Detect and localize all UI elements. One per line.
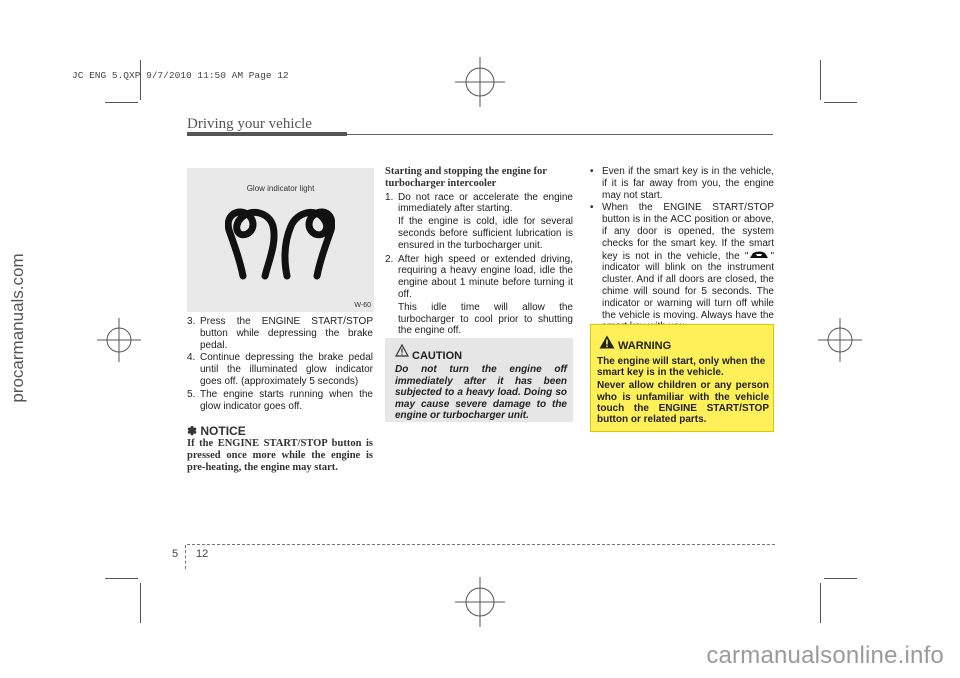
registration-mark-bottom (455, 577, 505, 627)
warning-box (590, 324, 774, 432)
list-item: 2. After high speed or extended driving, requiring a heavy engine load, idle the engine about 1 minute before turning it off. (385, 253, 573, 300)
crop-mark (105, 102, 138, 103)
notice-text: If the ENGINE START/STOP button is pressed once more while the engine is pre-heating, the engine may start. (187, 438, 373, 473)
registration-mark-top (455, 57, 505, 107)
footer-rule (187, 544, 775, 545)
step-list (385, 192, 573, 216)
caution-text: Do not turn the engine off immediately after it has been subjected to a heavy load. Doing so may cause severe damage to the engine or turbocharger unit. (395, 364, 567, 422)
step-note: This idle time will allow the turbocharger to cool prior to shutting the engine off. (398, 301, 573, 337)
glow-indicator-figure (187, 168, 374, 312)
list-item: • Even if the smart key is in the vehicle, if it is far away from you, the engine may not start. (590, 166, 774, 201)
smart-key-icon (748, 250, 770, 260)
registration-mark-right (818, 318, 862, 362)
figure-code: W-60 (354, 302, 371, 309)
list-item: 3. Press the ENGINE START/STOP button while depressing the brake pedal. (187, 316, 373, 351)
crop-mark (820, 583, 821, 623)
step-note: If the engine is cold, idle for several seconds before sufficient lubrication is ensured in the turbocharger unit. (398, 216, 573, 251)
section-title: Driving your vehicle (187, 116, 312, 132)
side-watermark: procarmanuals.com (8, 253, 27, 403)
notice-title: ✽ NOTICE (187, 424, 246, 439)
registration-mark-left (97, 318, 141, 362)
chapter-number: 5 (172, 548, 179, 560)
caution-triangle-icon (395, 344, 409, 357)
column-3 (590, 166, 774, 333)
subsection-heading: Starting and stopping the engine for turbocharger intercooler (385, 166, 547, 189)
footer-divider (185, 545, 186, 569)
warning-text: The engine will start, only when the smart key is in the vehicle. Never allow children or any person who is unfamiliar with the vehicle touch the ENGINE START/STOP button or related parts. (597, 356, 769, 426)
print-slug: JC ENG 5.QXP 9/7/2010 11:50 AM Page 12 (72, 70, 289, 81)
title-rule (347, 134, 773, 135)
bottom-watermark: carmanualsonline.info (706, 642, 944, 669)
crop-mark (105, 578, 138, 579)
step-list (385, 254, 573, 301)
list-item: 4. Continue depressing the brake pedal until the illuminated glow indicator goes off. (approximately 5 seconds) (187, 352, 373, 387)
warning-title: WARNING (618, 340, 672, 352)
crop-mark (824, 578, 857, 579)
list-item: 1. Do not race or accelerate the engine immediately after starting. (385, 191, 573, 215)
column-1 (187, 316, 373, 474)
warning-triangle-icon (599, 335, 615, 349)
caution-box (385, 338, 573, 422)
title-bar (187, 132, 347, 136)
crop-mark (140, 583, 141, 623)
page-number: 12 (196, 548, 209, 560)
column-2 (385, 166, 573, 337)
caution-title: CAUTION (412, 350, 463, 362)
step-list (187, 316, 373, 412)
crop-mark (824, 102, 857, 103)
list-item: 5. The engine starts running when the glow indicator goes off. (187, 388, 373, 412)
glow-coil-icon (225, 204, 335, 280)
list-item: • When the ENGINE START/STOP button is in the ACC position or above, if any door is opened, the system checks for the smart key. If the smart key is not in the vehicle, the " " indicator will blink on the instrument cluster. And if all doors are closed, the chime will sound for 5 seconds. The indicator or warning will turn off while the vehicle is moving. Always have the (590, 202, 774, 321)
figure-caption: Glow indicator light (246, 184, 315, 193)
crop-mark (820, 60, 821, 100)
